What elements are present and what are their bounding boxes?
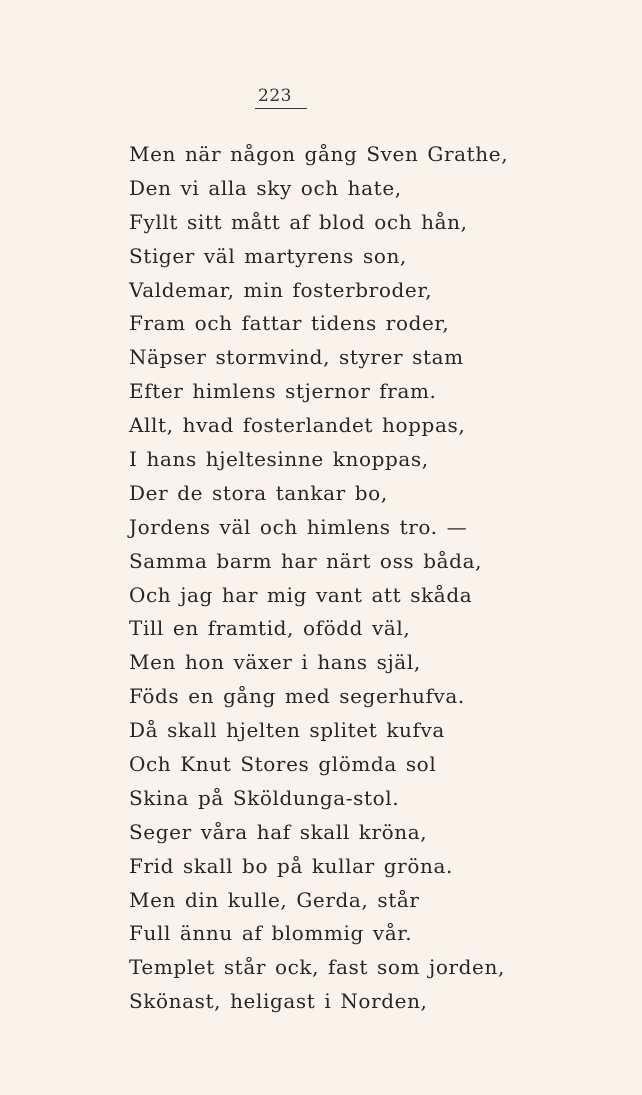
poem-line: Näpser stormvind, styrer stam [129,345,464,370]
poem-line: Och Knut Stores glömda sol [129,752,437,777]
poem-line: Fram och fattar tidens roder, [129,311,450,336]
poem-line: Då skall hjelten splitet kufva [129,718,445,743]
poem-line: Templet står ock, fast som jorden, [129,955,505,980]
poem-line: Föds en gång med segerhufva. [129,684,465,709]
poem-line: Och jag har mig vant att skåda [129,582,473,607]
poem-line: Skina på Sköldunga-stol. [129,785,400,810]
poem-line: Fyllt sitt mått af blod och hån, [129,209,468,234]
poem-line: Allt, hvad fosterlandet hoppas, [129,413,466,438]
poem-line: Till en framtid, ofödd väl, [129,616,411,641]
page-number-rule [255,108,307,109]
page-number: 223 [258,86,292,106]
poem-line: Skönast, heligast i Norden, [129,989,428,1014]
poem-line: Jordens väl och himlens tro. — [129,514,468,539]
poem-line: Men din kulle, Gerda, står [129,887,420,912]
poem-line: Samma barm har närt oss båda, [129,548,483,573]
poem-line: Stiger väl martyrens son, [129,243,407,268]
poem-line: I hans hjeltesinne knoppas, [129,447,429,472]
poem-line: Den vi alla sky och hate, [129,175,402,200]
poem-line: Efter himlens stjernor fram. [129,379,437,404]
poem-line: Men när någon gång Sven Grathe, [129,142,509,166]
poem-line: Valdemar, min fosterbroder, [129,277,433,302]
poem-line: Men hon växer i hans själ, [129,650,421,675]
poem-line: Der de stora tankar bo, [129,480,388,505]
poem-line: Full ännu af blommig vår. [129,921,413,946]
poem-line: Frid skall bo på kullar gröna. [129,853,453,878]
poem-text [129,138,629,1019]
poem-line: Seger våra haf skall kröna, [129,819,428,844]
